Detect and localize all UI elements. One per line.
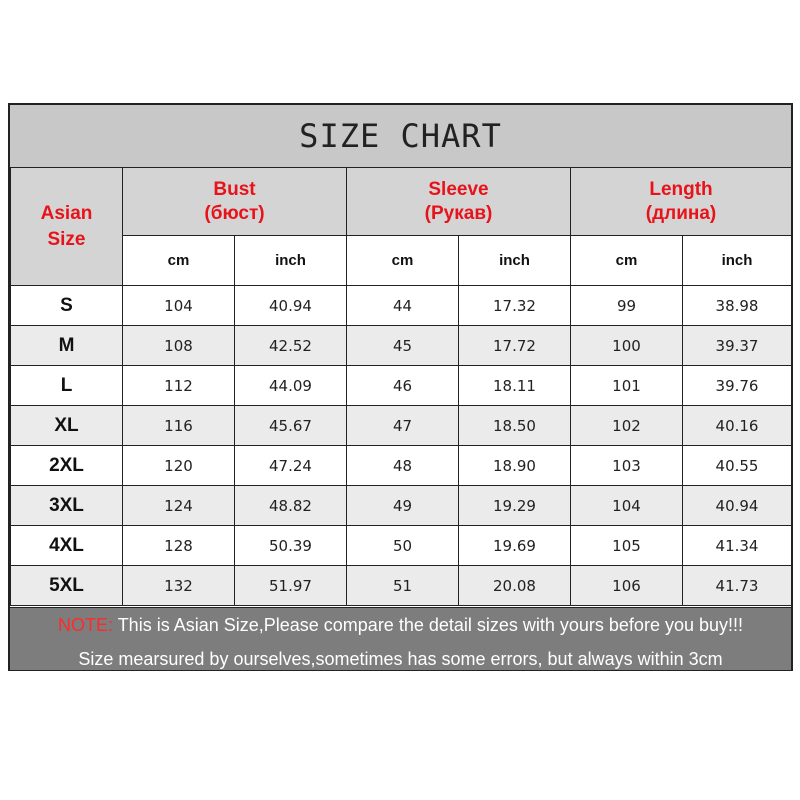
table-row: [11, 526, 792, 566]
size-label: 3XL: [11, 486, 123, 526]
table-row: [11, 286, 792, 326]
cell-length-cm: 102: [571, 406, 683, 446]
size-label: 4XL: [11, 526, 123, 566]
length-header-label: Length: [649, 178, 713, 200]
size-chart: [8, 103, 793, 671]
cell-sleeve-cm: 47: [347, 406, 459, 446]
table-row: [11, 486, 792, 526]
cell-bust-cm: 120: [123, 446, 235, 486]
sleeve-header: [347, 168, 571, 236]
cell-sleeve-inch: 18.11: [459, 366, 571, 406]
cell-length-inch: 40.16: [683, 406, 792, 446]
unit-header-sleeve-cm: cm: [347, 236, 459, 286]
table-row: [11, 566, 792, 606]
bust-header: [123, 168, 347, 236]
unit-header-bust-inch: inch: [235, 236, 347, 286]
size-label: M: [11, 326, 123, 366]
asian-size-line1: Asian: [40, 202, 93, 224]
cell-length-cm: 101: [571, 366, 683, 406]
cell-length-inch: 38.98: [683, 286, 792, 326]
cell-sleeve-cm: 46: [347, 366, 459, 406]
cell-length-cm: 106: [571, 566, 683, 606]
cell-bust-cm: 104: [123, 286, 235, 326]
cell-length-inch: 41.34: [683, 526, 792, 566]
chart-title: SIZE CHART: [10, 105, 791, 168]
cell-sleeve-cm: 44: [347, 286, 459, 326]
cell-sleeve-inch: 17.72: [459, 326, 571, 366]
cell-sleeve-cm: 48: [347, 446, 459, 486]
cell-sleeve-cm: 50: [347, 526, 459, 566]
cell-sleeve-inch: 20.08: [459, 566, 571, 606]
cell-sleeve-inch: 19.69: [459, 526, 571, 566]
size-label: S: [11, 286, 123, 326]
footer-note: [10, 607, 791, 670]
size-table: [10, 167, 792, 606]
unit-header-sleeve-inch: inch: [459, 236, 571, 286]
length-header: [571, 168, 792, 236]
cell-sleeve-inch: 18.90: [459, 446, 571, 486]
measurement-disclaimer: Size mearsured by ourselves,sometimes has some errors, but always within 3cm: [78, 649, 723, 669]
asian-size-line2: Size: [47, 228, 86, 250]
header-row-units: [11, 236, 792, 286]
cell-bust-inch: 44.09: [235, 366, 347, 406]
cell-bust-cm: 112: [123, 366, 235, 406]
cell-bust-inch: 40.94: [235, 286, 347, 326]
cell-length-cm: 105: [571, 526, 683, 566]
cell-length-inch: 39.76: [683, 366, 792, 406]
note-label: NOTE:: [58, 615, 114, 635]
bust-header-label: Bust: [213, 178, 256, 200]
length-header-translation: (длина): [645, 202, 717, 224]
cell-length-cm: 100: [571, 326, 683, 366]
size-label: 2XL: [11, 446, 123, 486]
note-text: This is Asian Size,Please compare the detail sizes with yours before you buy!!!: [113, 615, 743, 635]
cell-bust-inch: 42.52: [235, 326, 347, 366]
cell-sleeve-cm: 45: [347, 326, 459, 366]
cell-sleeve-inch: 17.32: [459, 286, 571, 326]
table-row: [11, 446, 792, 486]
bust-header-translation: (бюст): [204, 202, 265, 224]
cell-bust-cm: 124: [123, 486, 235, 526]
cell-length-cm: 103: [571, 446, 683, 486]
cell-sleeve-inch: 18.50: [459, 406, 571, 446]
table-row: [11, 406, 792, 446]
cell-length-inch: 41.73: [683, 566, 792, 606]
cell-bust-cm: 116: [123, 406, 235, 446]
size-label: XL: [11, 406, 123, 446]
sleeve-header-translation: (Рукав): [424, 202, 493, 224]
cell-length-cm: 104: [571, 486, 683, 526]
sleeve-header-label: Sleeve: [428, 178, 489, 200]
cell-length-cm: 99: [571, 286, 683, 326]
asian-size-header: [11, 168, 123, 286]
unit-header-length-inch: inch: [683, 236, 792, 286]
cell-bust-cm: 128: [123, 526, 235, 566]
cell-bust-cm: 132: [123, 566, 235, 606]
size-label: L: [11, 366, 123, 406]
cell-length-inch: 40.55: [683, 446, 792, 486]
size-label: 5XL: [11, 566, 123, 606]
header-row-groups: [11, 168, 792, 236]
cell-sleeve-cm: 49: [347, 486, 459, 526]
cell-sleeve-inch: 19.29: [459, 486, 571, 526]
unit-header-length-cm: cm: [571, 236, 683, 286]
table-row: [11, 326, 792, 366]
cell-bust-inch: 51.97: [235, 566, 347, 606]
cell-length-inch: 39.37: [683, 326, 792, 366]
cell-sleeve-cm: 51: [347, 566, 459, 606]
note-line: [10, 614, 791, 636]
cell-length-inch: 40.94: [683, 486, 792, 526]
unit-header-bust-cm: cm: [123, 236, 235, 286]
cell-bust-inch: 47.24: [235, 446, 347, 486]
cell-bust-inch: 50.39: [235, 526, 347, 566]
cell-bust-inch: 48.82: [235, 486, 347, 526]
cell-bust-cm: 108: [123, 326, 235, 366]
cell-bust-inch: 45.67: [235, 406, 347, 446]
table-row: [11, 366, 792, 406]
